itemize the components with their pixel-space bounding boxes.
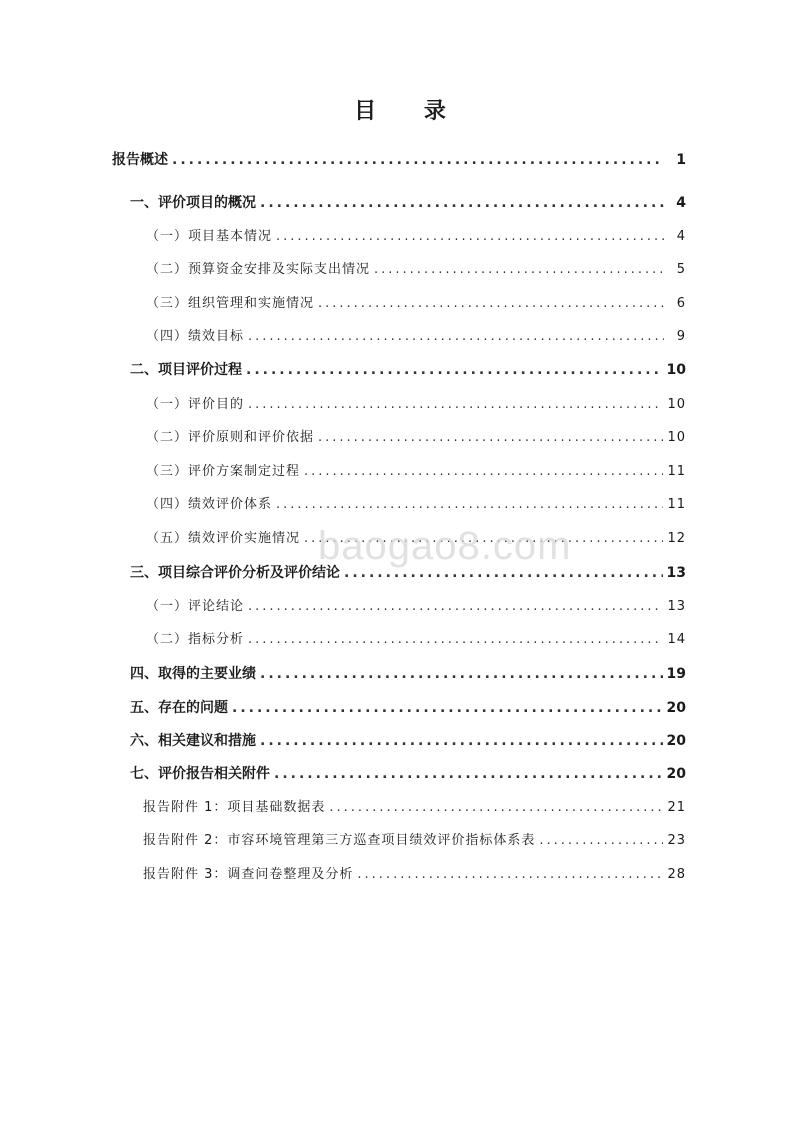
toc-entry-page: 19: [666, 666, 686, 682]
toc-entry-title: 报告概述: [112, 152, 168, 168]
toc-entry-title: （四）绩效目标: [146, 329, 245, 344]
toc-entry[interactable]: [146, 596, 686, 618]
toc-entry-page: 14: [667, 632, 686, 647]
toc-leader-dots: [232, 697, 663, 719]
toc-leader-dots: [304, 461, 663, 483]
toc-entry-page: 23: [667, 833, 686, 848]
toc-leader-dots: [260, 192, 664, 214]
toc-entry[interactable]: [130, 192, 686, 214]
toc-entry-title: 四、取得的主要业绩: [130, 666, 256, 682]
toc-entry-page: 4: [676, 229, 686, 244]
toc-entry-title: （一）项目基本情况: [146, 229, 273, 244]
toc-leader-dots: [276, 494, 663, 516]
toc-entry[interactable]: [143, 830, 686, 852]
toc-leader-dots: [172, 149, 664, 171]
toc-leader-dots: [248, 394, 663, 416]
toc-entry-page: 13: [667, 599, 686, 614]
toc-leader-dots: [248, 629, 663, 651]
toc-entry-page: 9: [676, 329, 686, 344]
toc-entry[interactable]: [130, 730, 686, 752]
toc-entry[interactable]: [146, 226, 686, 248]
toc-entry-title: 七、评价报告相关附件: [130, 766, 270, 782]
toc-leader-dots: [260, 663, 663, 685]
toc-entry-page: 21: [667, 800, 686, 815]
toc-leader-dots: [539, 830, 663, 852]
toc-entry-title: （五）绩效评价实施情况: [146, 531, 301, 546]
page-title: 目 录: [354, 99, 466, 124]
toc-entry-title: （二）评价原则和评价依据: [146, 430, 315, 445]
toc-entry-title: （三）组织管理和实施情况: [146, 296, 315, 311]
toc-entry-page: 20: [666, 733, 686, 749]
toc-leader-dots: [357, 864, 663, 886]
toc-leader-dots: [318, 427, 663, 449]
toc-entry-title: （三）评价方案制定过程: [146, 464, 301, 479]
toc-entry-page: 11: [667, 464, 686, 479]
toc-entry[interactable]: [143, 797, 686, 819]
toc-entry-page: 13: [666, 565, 686, 581]
toc-entry-title: （四）绩效评价体系: [146, 497, 273, 512]
toc-entry-page: 10: [667, 397, 686, 412]
watermark: baogao8.com: [318, 524, 572, 568]
toc-entry-page: 20: [666, 700, 686, 716]
toc-entry-title: 一、评价项目的概况: [130, 195, 256, 211]
toc-leader-dots: [260, 730, 663, 752]
toc-entry[interactable]: [130, 359, 686, 381]
toc-entry[interactable]: [146, 427, 686, 449]
toc-entry-page: 5: [676, 262, 686, 277]
toc-entry-title: （二）预算资金安排及实际支出情况: [146, 262, 371, 277]
toc-leader-dots: [276, 226, 664, 248]
toc-leader-dots: [374, 259, 664, 281]
toc-entry[interactable]: [130, 763, 686, 785]
toc-leader-dots: [274, 763, 663, 785]
toc-entry-title: （二）指标分析: [146, 632, 245, 647]
toc-entry[interactable]: [130, 663, 686, 685]
toc-entry-title: 三、项目综合评价分析及评价结论: [130, 565, 340, 581]
toc-entry-title: 报告附件 2：市容环境管理第三方巡查项目绩效评价指标体系表: [143, 833, 536, 848]
toc-entry-page: 6: [676, 296, 686, 311]
toc-leader-dots: [248, 326, 664, 348]
toc-entry-title: 二、项目评价过程: [130, 362, 242, 378]
toc-leader-dots: [329, 797, 663, 819]
toc-entry[interactable]: [112, 149, 686, 171]
toc-leader-dots: [248, 596, 663, 618]
toc-entry-title: （一）评价目的: [146, 397, 245, 412]
toc-entry-title: 六、相关建议和措施: [130, 733, 256, 749]
toc-entry[interactable]: [146, 259, 686, 281]
toc-entry-page: 20: [666, 766, 686, 782]
toc-leader-dots: [246, 359, 663, 381]
toc-entry-title: 报告附件 1：项目基础数据表: [143, 800, 326, 815]
toc-entry-page: 10: [667, 430, 686, 445]
toc-entry-page: 4: [676, 195, 686, 211]
toc-entry[interactable]: [130, 697, 686, 719]
toc-entry-page: 28: [667, 867, 686, 882]
toc-entry[interactable]: [146, 394, 686, 416]
toc-entry-page: 11: [667, 497, 686, 512]
toc-entry-page: 10: [666, 362, 686, 378]
toc-entry-page: 12: [667, 531, 686, 546]
toc-entry-title: 五、存在的问题: [130, 700, 228, 716]
toc-entry[interactable]: [146, 326, 686, 348]
toc-entry[interactable]: [146, 293, 686, 315]
toc-leader-dots: [318, 293, 664, 315]
toc-entry[interactable]: [146, 629, 686, 651]
toc-entry[interactable]: [146, 461, 686, 483]
toc-entry[interactable]: [143, 864, 686, 886]
toc-entry-page: 1: [676, 152, 686, 168]
toc-entry-title: 报告附件 3：调查问卷整理及分析: [143, 867, 354, 882]
toc-entry-title: （一）评论结论: [146, 599, 245, 614]
toc-entry[interactable]: [146, 494, 686, 516]
